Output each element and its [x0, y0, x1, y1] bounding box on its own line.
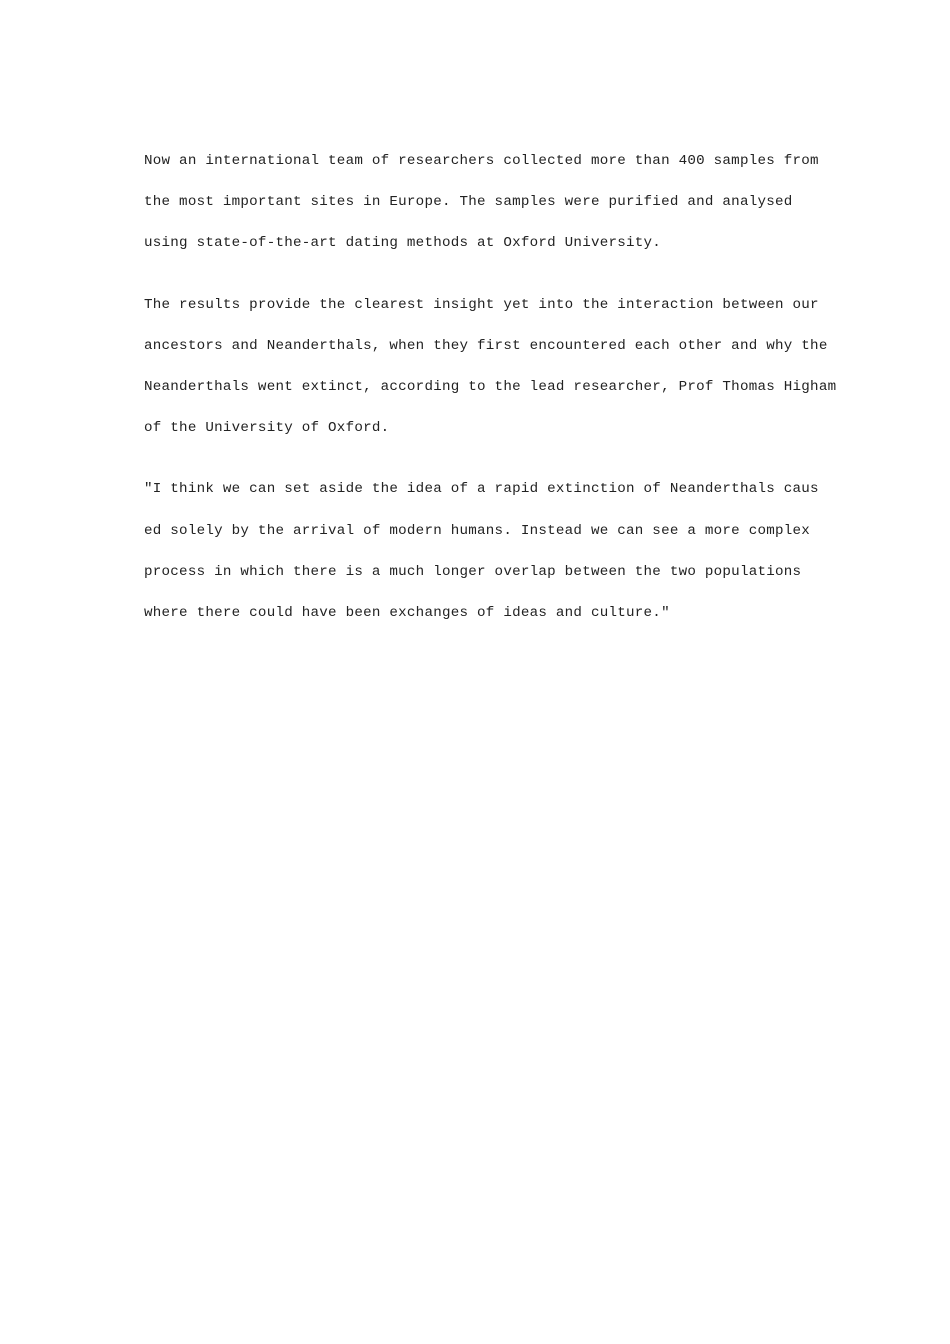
- paragraph-2: [144, 285, 837, 450]
- text-line: Neanderthals went extinct, according to the lead researcher, Prof Thomas Higham: [144, 379, 837, 396]
- text-line: the most important sites in Europe. The samples were purified and analysed: [144, 194, 793, 211]
- text-line: process in which there is a much longer overlap between the two populations: [144, 563, 802, 580]
- text-line: Now an international team of researchers collected more than 400 samples from: [144, 153, 819, 169]
- text-line: where there could have been exchanges of ideas and culture.": [144, 605, 670, 622]
- text-line: using state-of-the-art dating methods at Oxford University.: [144, 235, 662, 252]
- document-body: [144, 141, 837, 634]
- text-line: "I think we can set aside the idea of a rapid extinction of Neanderthals caus: [144, 481, 819, 498]
- paragraph-1: [144, 141, 819, 265]
- text-line: ancestors and Neanderthals, when they first encountered each other and why the: [144, 337, 828, 354]
- text-line: ed solely by the arrival of modern humans. Instead we can see a more complex: [144, 522, 811, 539]
- paragraph-3-quote: [144, 469, 819, 634]
- text-line: The results provide the clearest insight yet into the interaction between our: [144, 296, 819, 313]
- text-line: of the University of Oxford.: [144, 420, 390, 437]
